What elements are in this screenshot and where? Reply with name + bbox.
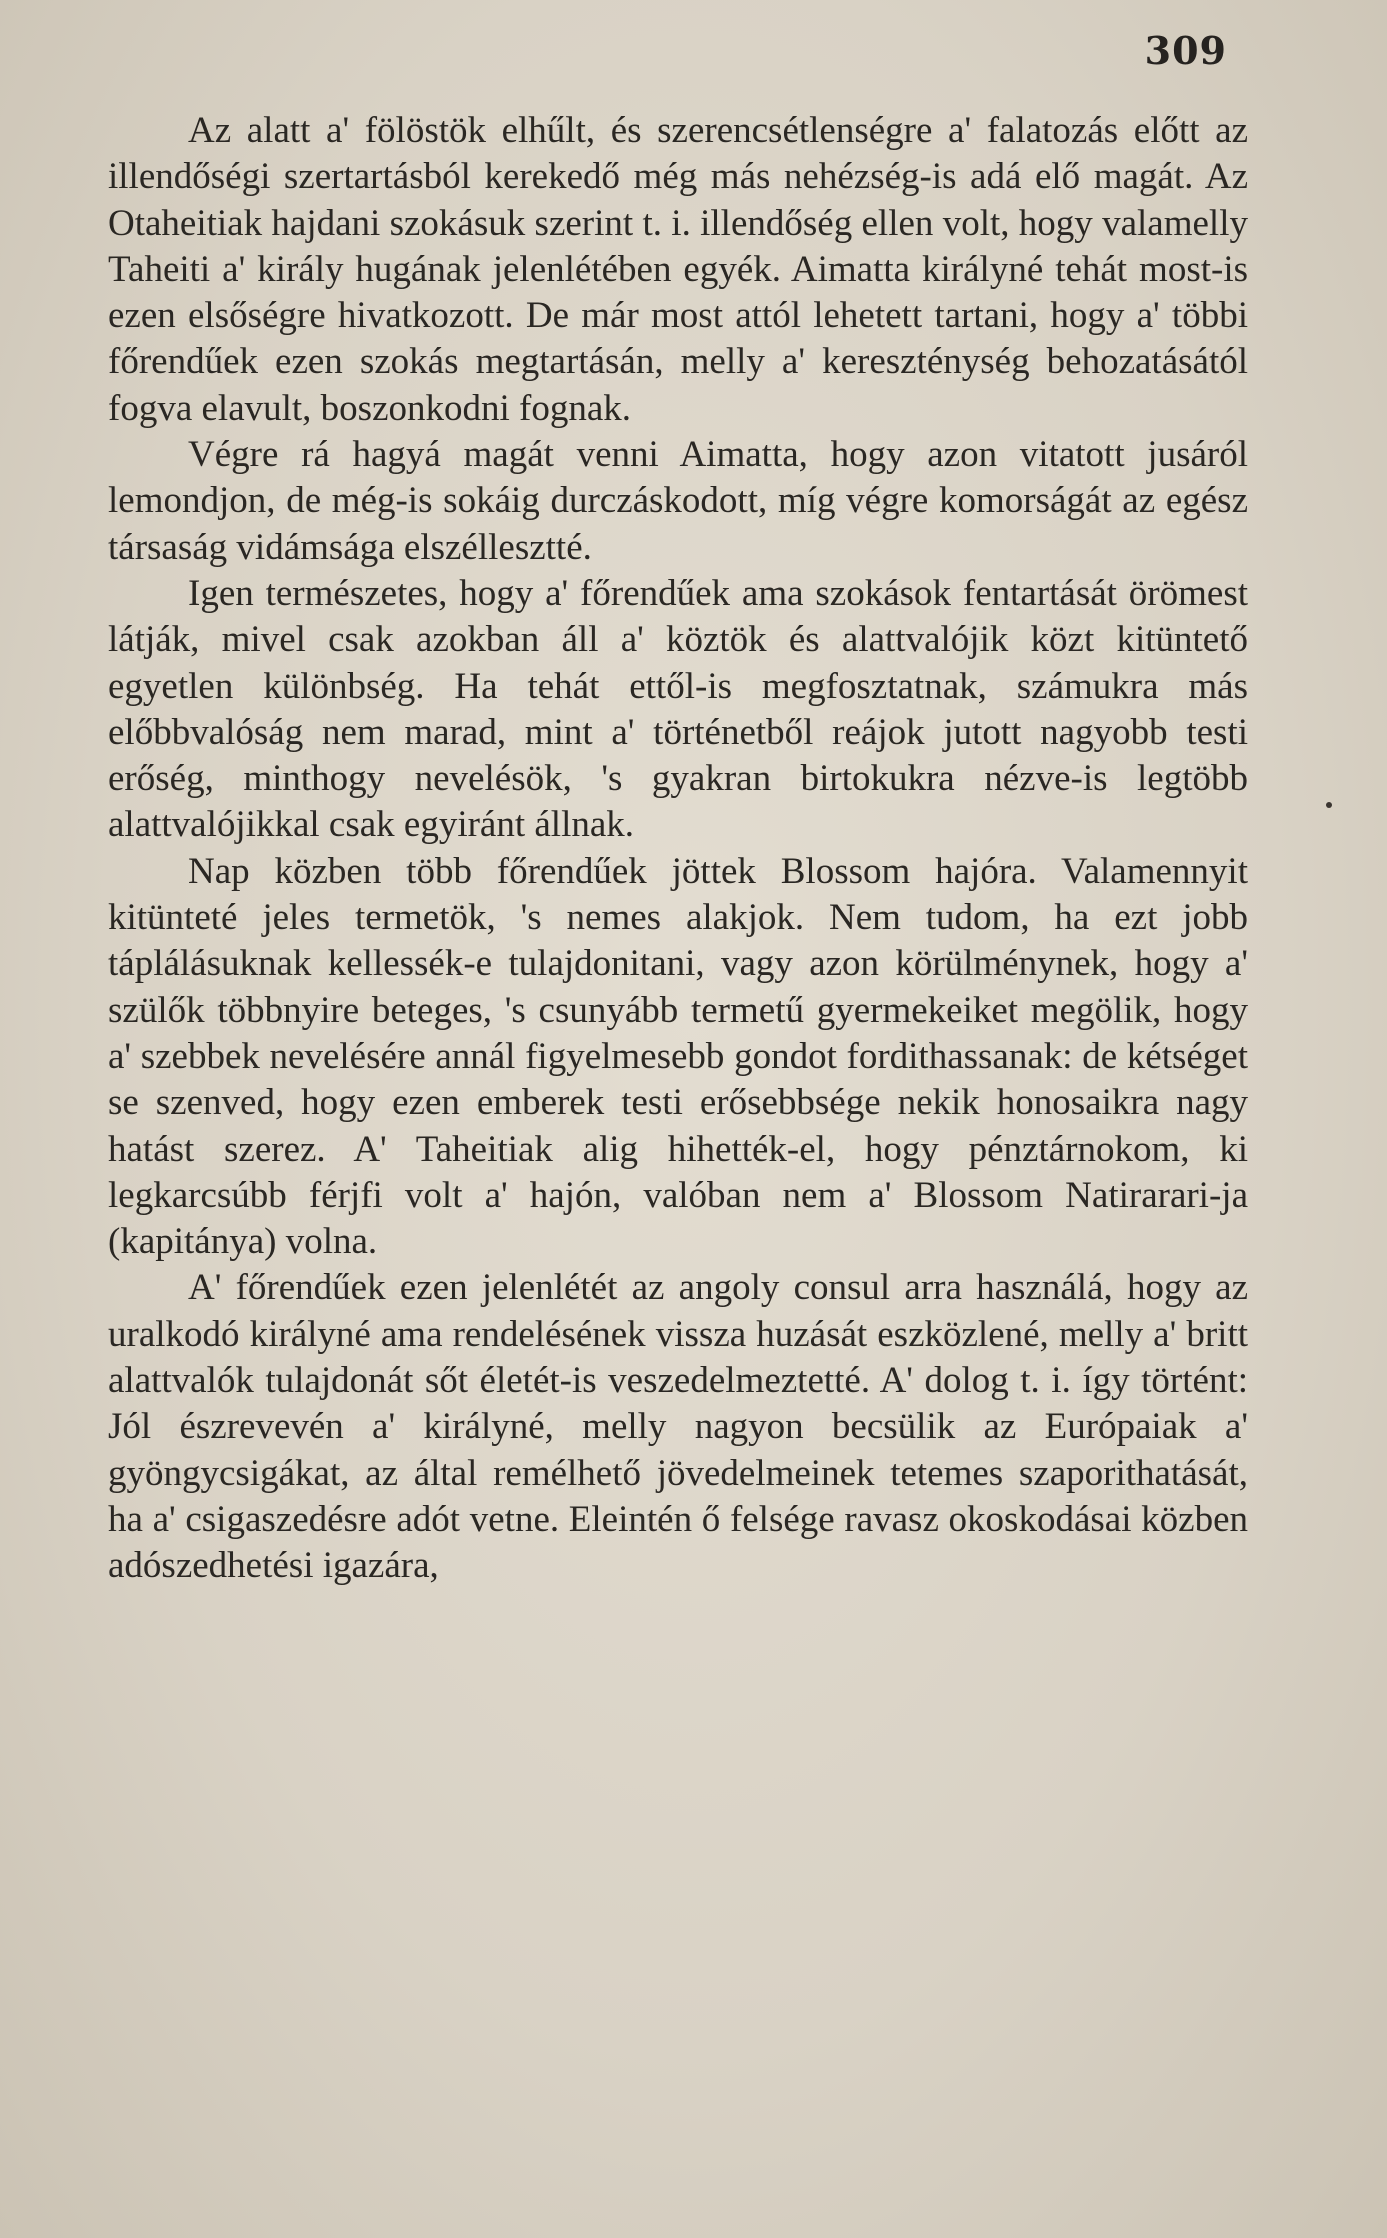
page-number: 309: [1144, 28, 1227, 73]
paragraph-3: Igen természetes, hogy a' főrendűek ama szokások fentartását örömest látják, mivel csak azokban áll a' köztök és alattvalójik közt kitüntető egyetlen különbség. Ha tehát ettől-is megfosztatnak, számukra más előbbvalóság nem marad, mint a' történetből reájok jutott nagyobb testi erőség, minthogy nevelésök, 's gyakran birtokukra nézve-is legtöbb alattvalójikkal csak egyiránt állnak.: [108, 572, 1248, 846]
paragraph-1: Az alatt a' fölöstök elhűlt, és szerencsétlenségre a' falatozás előtt az illendőségi szertartásból kerekedő még más nehézség-is adá elő magát. Az Otaheitiak hajdani szokásuk szerint t. i. illendőség ellen volt, hogy valamelly Taheiti a' király hugának jelenlétében egyék. Aimatta királyné tehát most-is ezen elsőségre hivatkozott. De már most attól lehetett tartani, hogy a' többi főrendűek ezen szokás megtartásán, melly a' kereszténység behozatásától fogva elavult, boszonkodni fognak.: [108, 110, 1248, 429]
ink-speck: [1326, 802, 1332, 808]
paragraph-5: A' főrendűek ezen jelenlétét az angoly consul arra használá, hogy az uralkodó királyné ama rendelésének vissza huzását eszközlené, melly a' britt alattvalók tulajdonát sőt életét-is veszedelmeztetté. A' dolog t. i. így történt: Jól észrevevén a' királyné, melly nagyon becsülik az Európaiak a' gyöngycsigákat, az által remélhető jövedelmeinek tetemes szaporithatását, ha a' csigaszedésre adót vetne. Eleintén ő felsége ravasz okoskodásai közben adószedhetési igazára,: [108, 1267, 1248, 1587]
paragraph-4: Nap közben több főrendűek jöttek Blossom hajóra. Valamennyit kitünteté jeles termetök, 's nemes alakjok. Nem tudom, ha ezt jobb táplálásuknak kellessék-e tulajdonitani, vagy azon körülménynek, hogy a' szülők többnyire beteges, 's csunyább termetű gyermekeiket megölik, hogy a' szebbek nevelésére annál figyelmesebb gondot fordithassanak: de kétséget se szenved, hogy ezen emberek testi erősebbsége nekik honosaikra nagy hatást szerez. A' Taheitiak alig hihették-el, hogy pénztárnokom, ki legkarcsúbb férjfi volt a' hajón, valóban nem a' Blossom Natirarari-ja (kapitánya) volna.: [108, 850, 1248, 1263]
text-body: [108, 108, 1248, 1590]
paragraph-2: Végre rá hagyá magát venni Aimatta, hogy azon vitatott jusáról lemondjon, de még-is sokáig durczáskodott, míg végre komorságát az egész társaság vidámsága elszéllesztté.: [108, 434, 1248, 568]
